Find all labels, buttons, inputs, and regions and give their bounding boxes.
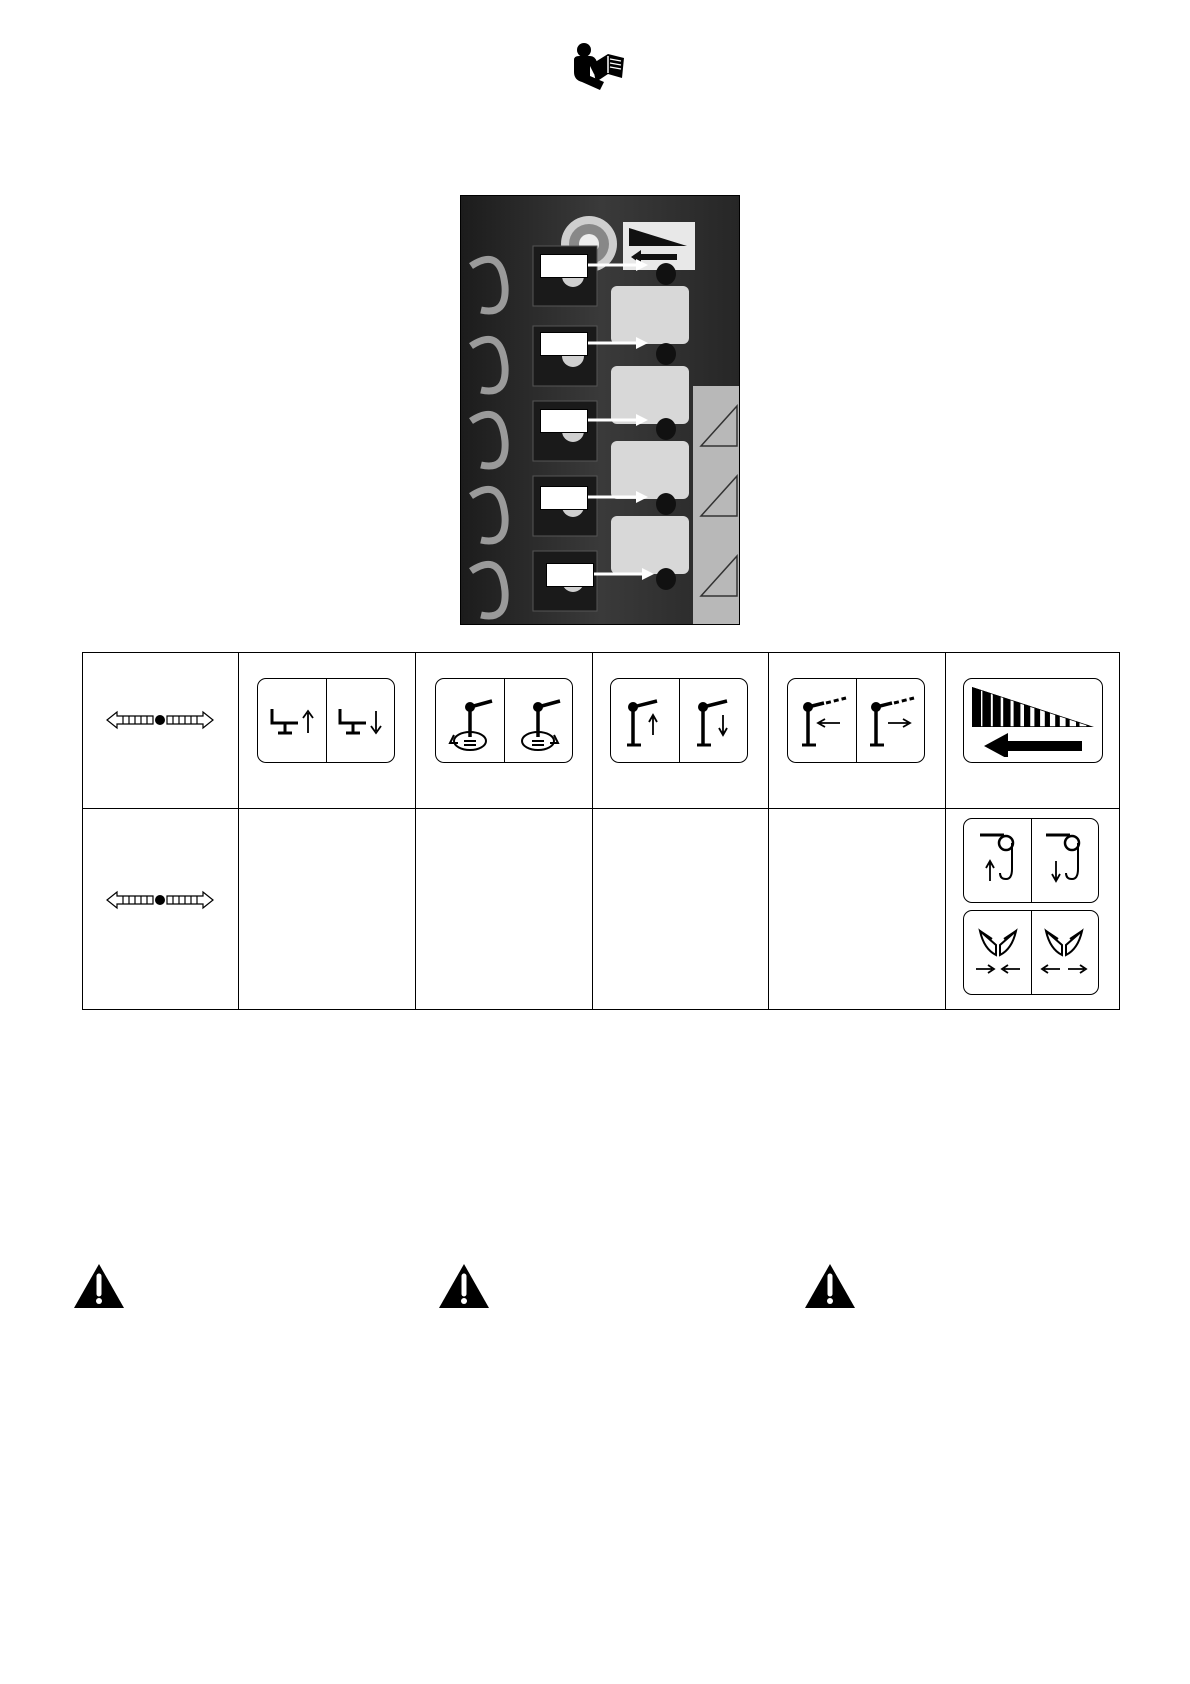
- lever-callout-label: [540, 254, 588, 278]
- winch-hoist-up-down-icon: [963, 818, 1099, 903]
- callout-arrow-icon: [588, 336, 648, 350]
- lever-direction-selector-icon: [105, 708, 215, 732]
- callout-arrow-icon: [594, 567, 654, 581]
- lever-callout-label: [540, 409, 588, 433]
- slewing-left-right-icon: [435, 678, 573, 763]
- lever-callout-label: [540, 486, 588, 510]
- lever-callout-label: [546, 563, 594, 587]
- boom-telescope-in-out-icon: [787, 678, 925, 763]
- callout-arrow-icon: [588, 413, 648, 427]
- outrigger-up-down-icon: [257, 678, 395, 763]
- callout-arrow-icon: [588, 490, 648, 504]
- grab-close-open-icon: [963, 910, 1099, 995]
- lever-callout-label: [540, 332, 588, 356]
- warning-triangle-icon: [437, 1262, 491, 1310]
- warning-triangle-icon: [72, 1262, 126, 1310]
- warning-triangle-icon: [803, 1262, 857, 1310]
- lever-direction-selector-icon: [105, 888, 215, 912]
- boom-raise-lower-icon: [610, 678, 748, 763]
- callout-arrow-icon: [588, 258, 648, 272]
- speed-throttle-icon: [963, 678, 1103, 763]
- control-symbol-table: [82, 652, 1120, 1010]
- read-manual-icon: [570, 42, 626, 94]
